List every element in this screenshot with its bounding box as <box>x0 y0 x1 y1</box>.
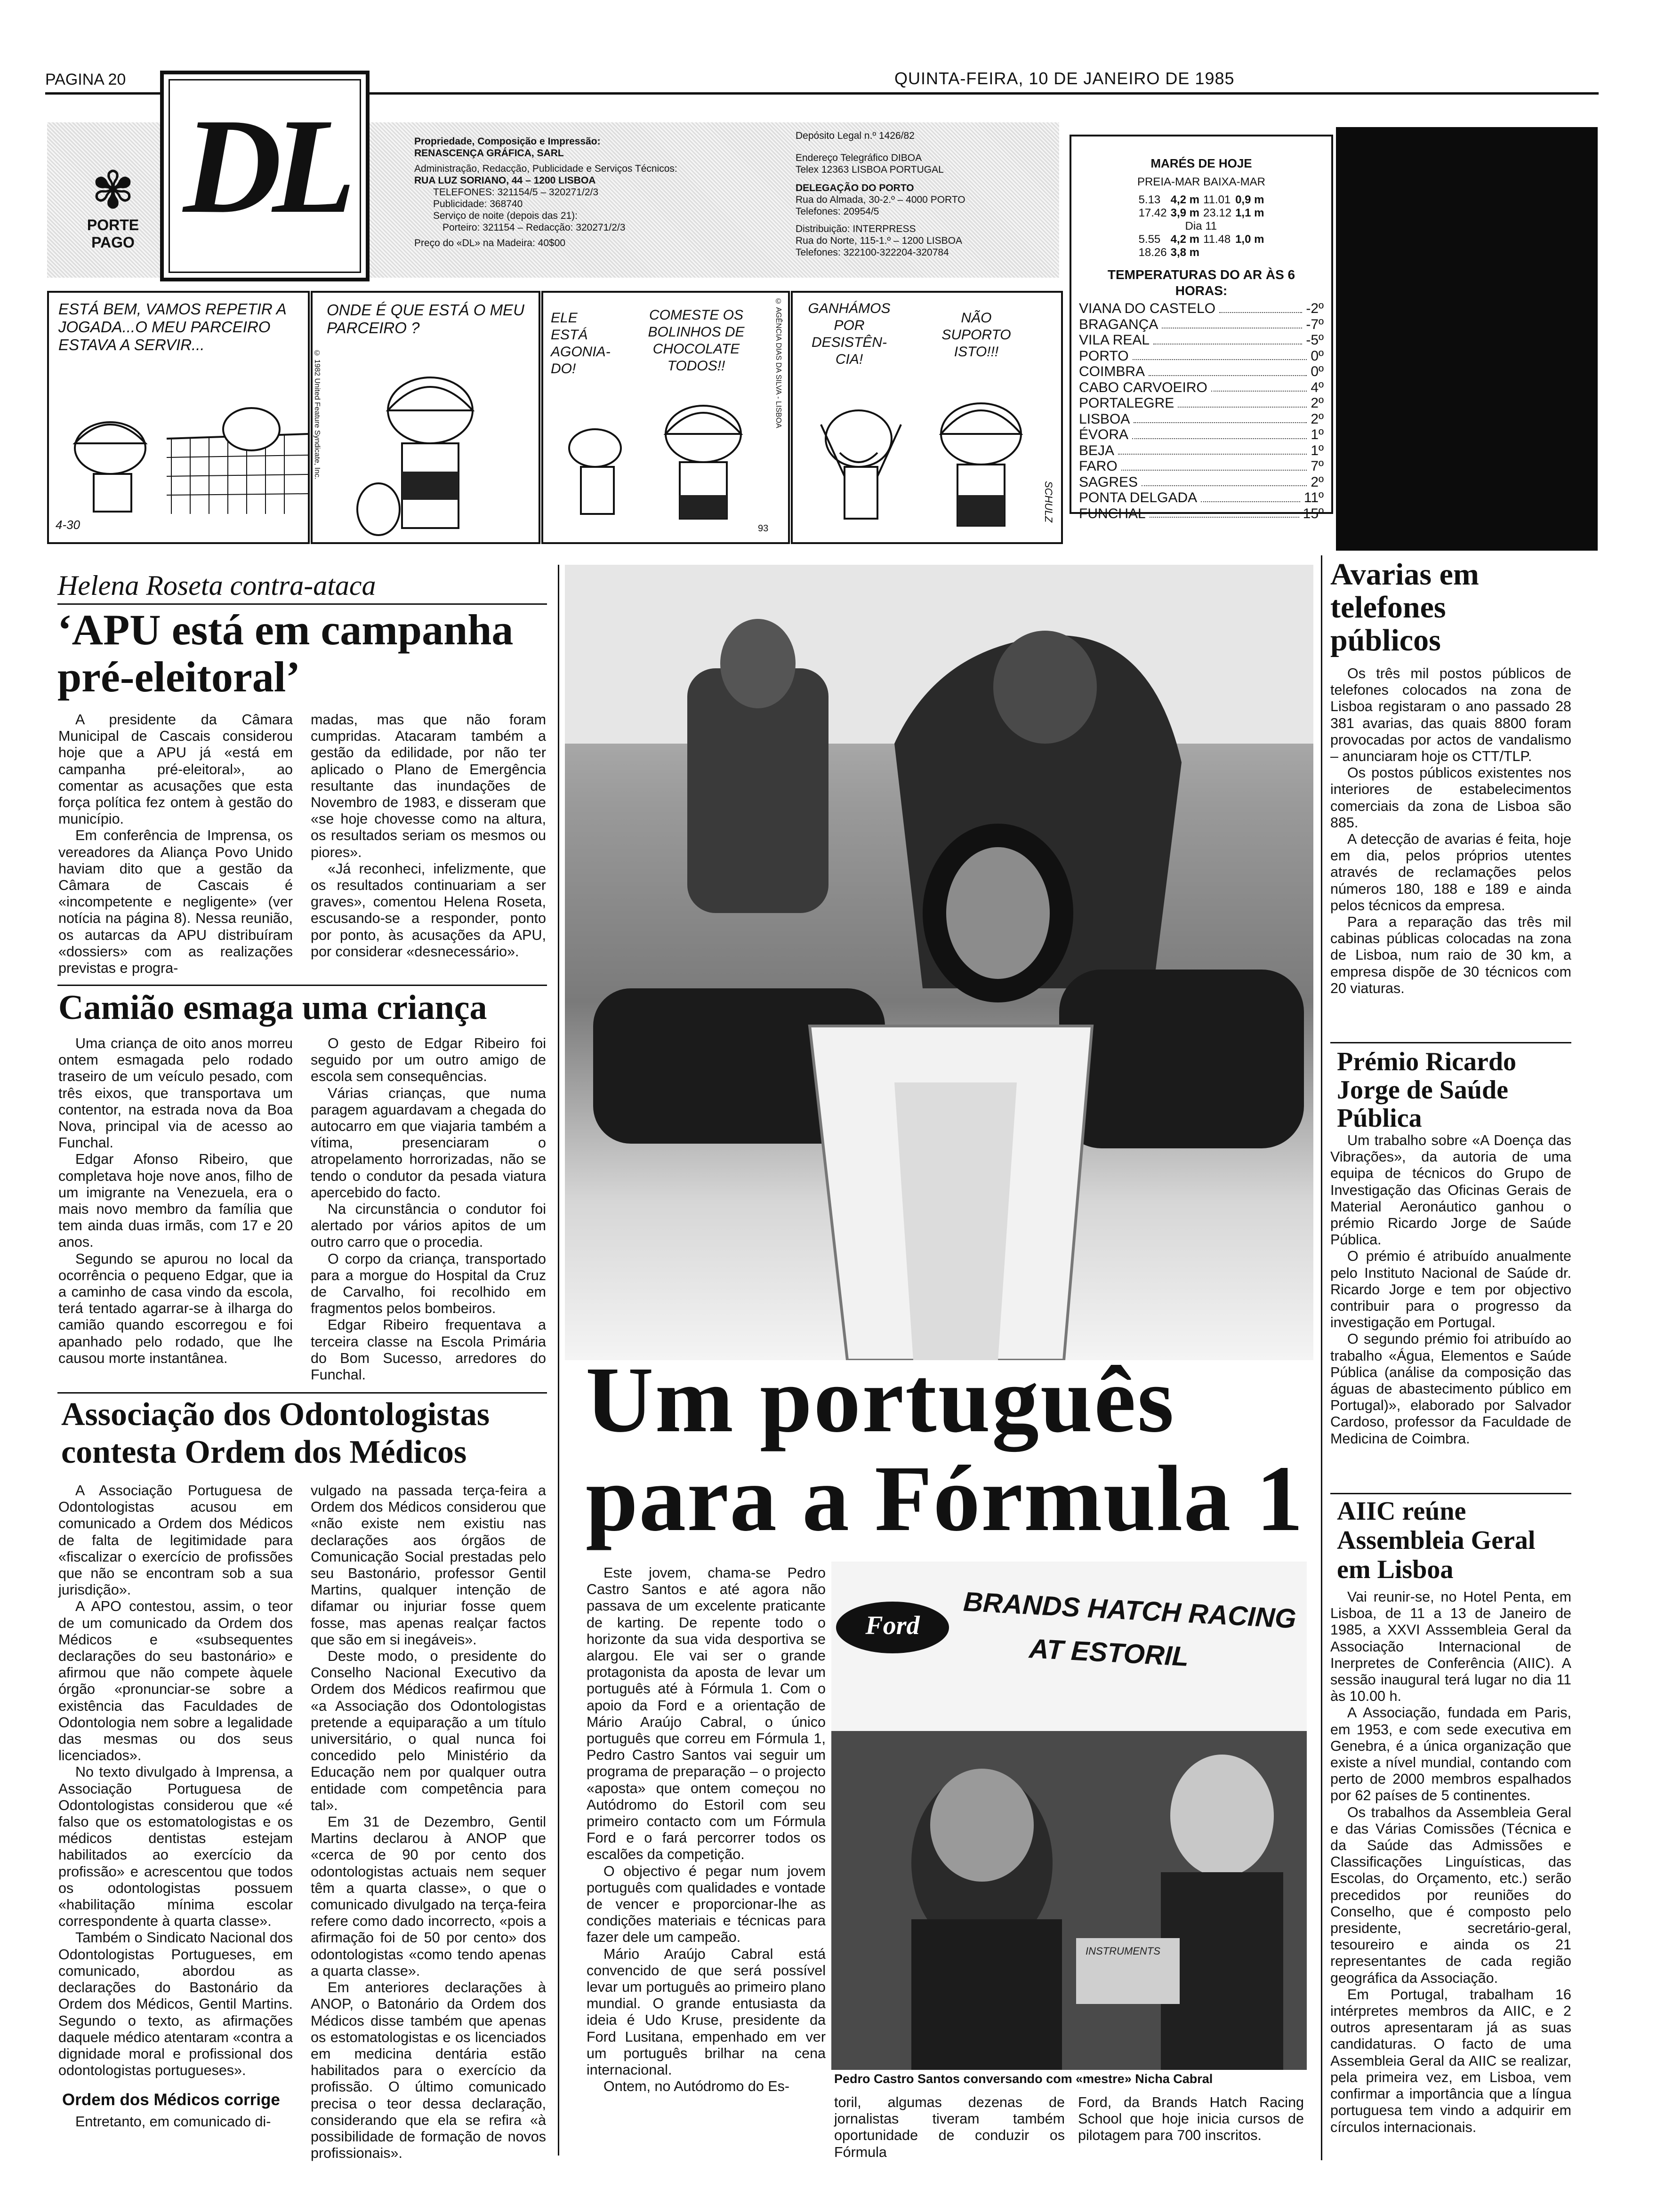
temperature-row <box>1079 411 1324 427</box>
temperature-row <box>1079 474 1324 490</box>
issue-date: QUINTA-FEIRA, 10 DE JANEIRO DE 1985 <box>894 69 1235 88</box>
avarias-body: Os três mil postos públicos de telefones colocados na zona de Lisboa registaram o ano passado 28 381 avarias, das quais 8800 foram provocadas por actos de vandalismo – anunciaram hoje os CTT/TLP. Os postos públicos existentes nos interiores de estabelecimentos comerciais da zona de Lisboa são 885. A detecção de avarias é feita, hoje em dia, pelos próprios utentes através de reclamações pelos números 180, 188 e 189 e ainda pelos técnicos da empresa. Para a reparação das três mil cabinas públicas colocadas na zona de Lisboa, num raio de 30 km, a empresa dispõe de 30 técnicos com 20 viaturas. <box>1330 665 1571 996</box>
city-name: LISBOA <box>1079 411 1130 427</box>
comic-panel-1: ESTÁ BEM, VAMOS REPETIR A JOGADA...O MEU PARCEIRO ESTAVA A SERVIR... 4-30 <box>47 291 310 544</box>
tides-table: 5.13 4,2 m 11.01 0,9 m 17.42 3,9 m 23.12 1,1 m Dia 11 5.55 4,2 m 11.48 1,0 m 18.26 3,8 m <box>1138 193 1264 259</box>
temperature-row <box>1079 301 1324 317</box>
comic-drawing-2 <box>313 293 539 542</box>
temperature-row <box>1079 458 1324 474</box>
temperature-row <box>1079 380 1324 396</box>
city-name: ÉVORA <box>1079 427 1129 442</box>
f1-photo-main <box>565 565 1313 1360</box>
dl-logo: DL <box>183 90 346 241</box>
temperature-value: 0º <box>1311 364 1324 379</box>
city-name: PORTO <box>1079 348 1129 364</box>
temperature-value: 2º <box>1311 474 1324 490</box>
temperature-value: 11º <box>1303 490 1324 505</box>
f1-col-2: toril, algumas dezenas de jornalistas tiveram também oportunidade de conduzir os Fórmula <box>834 2094 1065 2160</box>
avarias-title: Avarias em telefones públicos <box>1330 557 1479 657</box>
apu-col-1: A presidente da Câmara Municipal de Cascais considerou hoje que a APU já «está em campanha pré-eleitoral», ao comentar as acusações que esta força política fez ontem à gestão do município. Em conferência de Imprensa, os vereadores da Aliança Povo Unido haviam dito que a gestão da Câmara de Cascais é «incompetente e negligente» (ver notícia na página 8). Nessa reunião, os autarcas da APU distribuíram «dossiers» com as realizações previstas e progra- <box>58 712 293 977</box>
comic-drawing-1 <box>49 293 308 542</box>
odonto-subhead: Ordem dos Médicos corrige <box>62 2091 280 2109</box>
black-block <box>1336 127 1598 551</box>
temperature-row <box>1079 364 1324 380</box>
f1-photo-caption: Pedro Castro Santos conversando com «mestre» Nicha Cabral <box>834 2072 1213 2086</box>
temperature-row <box>1079 332 1324 348</box>
ford-logo: Ford <box>865 1611 920 1640</box>
apu-col-2: madas, mas que não foram cumpridas. Atacaram também a gestão da edilidade, por não ter aplicado o Plano de Emergência resultante das inundações de Novembro de 1983, e disseram que «se hoje chovesse como na altura, os resultados seriam os mesmos ou piores». «Já reconheci, infelizmente, que os resultados continuariam a ser graves», comentou Helena Roseta, escusando-se a responder, ponto por ponto, às acusações da APU, por considerar «desnecessário». <box>311 712 546 960</box>
odonto-title: Associação dos Odontologistas contesta Ordem dos Médicos <box>61 1396 490 1470</box>
temperature-value: 4º <box>1311 379 1324 395</box>
temperature-row <box>1079 490 1324 506</box>
temperature-value: -2º <box>1306 301 1324 316</box>
camiao-title: Camião esmaga uma criança <box>58 988 487 1027</box>
temperature-row <box>1079 427 1324 443</box>
banner-line-2: AT ESTORIL <box>1028 1633 1190 1672</box>
temperature-value: 7º <box>1311 458 1324 474</box>
temperature-row <box>1079 506 1324 522</box>
tides-title: MARÉS DE HOJE <box>1150 156 1252 170</box>
premio-title: Prémio Ricardo Jorge de Saúde Pública <box>1337 1047 1516 1133</box>
f1-title-line-2: para a Fórmula 1 <box>586 1447 1304 1551</box>
temperature-value: 15º <box>1303 505 1324 521</box>
apu-kicker: Helena Roseta contra-ataca <box>57 570 376 601</box>
city-name: BEJA <box>1079 442 1115 458</box>
porte-pago-stamp: ✾ PORTE PAGO <box>71 165 155 251</box>
city-name: COIMBRA <box>1079 364 1145 379</box>
camiao-col-2: O gesto de Edgar Ribeiro foi seguido por um outro amigo de escola sem consequências. Várias crianças, que numa paragem aguardavam a chegada do autocarro em que viajaria também a vítima, presenciaram o atropelamento horrorizadas, não se tendo o condutor da pesada viatura apercebido do facto. Na circunstância o condutor foi alertado por vários apitos de um outro carro que o procedia. O corpo da criança, transportado para a morgue do Hospital da Cruz de Carvalho, foi recolhido em fragmentos pelos bombeiros. Edgar Ribeiro frequentava a terceira classe na Escola Primária do Bom Sucesso, arredores do Funchal. <box>311 1035 546 1383</box>
temperature-value: -7º <box>1306 316 1324 332</box>
f1-photo-banner <box>831 1562 1307 2070</box>
temperature-value: 2º <box>1311 411 1324 427</box>
f1-col-1: Este jovem, chama-se Pedro Castro Santos e até agora não passava de um excelente praticante de karting. De repente todo o horizonte da sua vida desportiva se alargou. Ele vai ser o grande protagonista da aposta de levar um português até à Fórmula 1. Com o apoio da Ford e a orientação de Mário Araújo Cabral, o único português que correu em Fórmula 1, Pedro Castro Santos vai seguir um programa de preparação – o projecto «aposta» que ontem começou no Autódromo do Estoril com seu primeiro contacto com um Fórmula Ford e o fará percorrer todos os escalões da competição. O objectivo é pegar num jovem português com qualidades e vontade de vencer e proporcionar-lhe as condições materiais e técnicas para fazer dele um campeão. Mário Araújo Cabral está convencido de que será possível levar um português ao primeiro plano mundial. O grande entusiasta da ideia é Udo Kruse, presidente da Ford Lusitana, empenhado em ver um português brilhar na cena internacional. Ontem, no Autódromo do Es- <box>587 1565 826 2095</box>
comic-drawing-4 <box>793 293 1061 542</box>
column-rule <box>1321 555 1322 2160</box>
tides-subtitle: PREIA-MAR BAIXA-MAR <box>1137 176 1266 188</box>
aiic-title: AIIC reúne Assembleia Geral em Lisboa <box>1337 1497 1536 1584</box>
temps-title: TEMPERATURAS DO AR ÀS 6 HORAS: <box>1107 267 1295 298</box>
city-name: FARO <box>1079 458 1118 474</box>
comic-panel-2: ONDE É QUE ESTÁ O MEU PARCEIRO ? © 1982 United Feature Syndicate, Inc. <box>311 291 540 544</box>
city-name: FUNCHAL <box>1079 505 1146 521</box>
contact-info: Depósito Legal n.º 1426/82 Endereço Telegráfico DIBOA Telex 12363 LISBOA PORTUGAL DELEGAÇÃO DO PORTO Rua do Almada, 30-2.º – 4000 PORTO Telefones: 20954/5 Distribuição: INTERPRESS Rua do Norte, 115-1.º – 1200 LISBOA Telefones: 322100-322204-320784 <box>796 130 965 258</box>
page-number: PAGINA 20 <box>45 71 126 88</box>
publisher-info: Propriedade, Composição e Impressão: RENASCENÇA GRÁFICA, SARL Administração, Redacção, Publicidade e Serviços Técnicos: RUA LUZ SORIANO, 44 – 1200 LISBOA TELEFONES: 321154/5 – 320271/2/3 Publicidade: 368740 Serviço de noite (depois das 21): Porteiro: 321154 – Redacção: 320271/2/3 Preço do «DL» na Madeira: 40$00 <box>414 136 677 248</box>
comic-panel-4: GANHÁMOS POR DESISTÊN-CIA! NÃO SUPORTO ISTO!!! SCHULZ <box>791 291 1063 544</box>
temperature-value: 1º <box>1311 427 1324 442</box>
comic-drawing-3 <box>543 293 788 542</box>
city-name: CABO CARVOEIRO <box>1079 379 1207 395</box>
city-name: BRAGANÇA <box>1079 316 1158 332</box>
city-name: VIANA DO CASTELO <box>1079 301 1216 316</box>
banner-line-1: BRANDS HATCH RACING <box>962 1586 1297 1635</box>
odonto-col-2: vulgado na passada terça-feira a Ordem dos Médicos considerou que «não existe nem existiu nas declarações aos órgãos de Comunicação Social prestadas pelo seu Bastonário, professor Gentil Martins, qualquer intenção de difamar ou injuriar fosse quem fosse, mas apenas realçar factos que são em si inegáveis». Deste modo, o presidente do Conselho Nacional Executivo da Ordem dos Médicos reafirmou que «a Associação dos Odontologistas pretende a equiparação a um título universitário, o qual nunca foi concedido pelo Ministério da Educação nem por qualquer outra entidade com competência para tal». Em 31 de Dezembro, Gentil Martins declarou à ANOP que «cerca de 90 por cento dos odontologistas actuais nem sequer têm a quarta classe», o que o comunicado divulgado na terça-feira refere como dado incorrecto, «pois a afirmação foi de 50 por cento» dos odontologistas «como tendo apenas a quarta classe». Em anteriores declarações à ANOP, o Batonário da Ordem dos Médicos disse também que apenas os estomatologistas e os licenciados em medicina dentária estão habilitados para o exercício da profissão. O último comunicado precisa o teor dessa declaração, considerando que ela se refira «à possibilidade de formação de novos profissionais». <box>311 1483 546 2162</box>
camiao-col-1: Uma criança de oito anos morreu ontem esmagada pelo rodado traseiro de um veículo pesado, com três eixos, que transportava um contentor, na estrada nova da Boa Nova, principal via de acesso ao Funchal. Edgar Afonso Ribeiro, que completava hoje nove anos, filho de um imigrante na Venezuela, era o mais novo membro da família que tem ainda duas irmãs, com 17 e 20 anos. Segundo se apurou no local da ocorrência o pequeno Edgar, que ia a caminho de casa vindo da escola, terá tentado agarrar-se à ilharga do camião quando escorregou e foi apanhado pelo rodado, que lhe causou morte instantânea. <box>58 1035 293 1366</box>
temperature-value: -5º <box>1306 332 1324 348</box>
temperature-value: 0º <box>1311 348 1324 364</box>
temperature-value: 2º <box>1311 395 1324 411</box>
f1-col-3: Ford, da Brands Hatch Racing School que hoje inicia cursos de pilotagem para 700 inscritos. <box>1078 2094 1304 2144</box>
city-name: SAGRES <box>1079 474 1138 490</box>
instruments-label: INSTRUMENTS <box>1086 1945 1160 1957</box>
apu-title: ‘APU está em campanha pré-eleitoral’ <box>57 606 514 701</box>
city-name: PONTA DELGADA <box>1079 490 1198 505</box>
temperature-row <box>1079 348 1324 364</box>
temperature-value: 1º <box>1311 442 1324 458</box>
temperature-list <box>1079 301 1324 521</box>
city-name: PORTALEGRE <box>1079 395 1174 411</box>
f1-photo-drawing <box>565 565 1313 1360</box>
odonto-col-1: A Associação Portuguesa de Odontologistas acusou em comunicado a Ordem dos Médicos de falta de legitimidade para «fiscalizar o exercício de profissões que não se encontram sob a sua jurisdição». A APO contestou, assim, o teor de um comunicado da Ordem dos Médicos e «subsequentes declarações do seu bastonário» e afirmou que não compete àquele órgão «pronunciar-se sobre a existência das Faculdades de Odontologia nem sobre a legalidade das mesmas ou dos seus licenciados». No texto divulgado à Imprensa, a Associação Portuguesa de Odontologistas considerou que «é falso que os estomatologistas e os médicos dentistas estejam habilitados ao exercício da profissão» e acrescentou que todos os odontologistas possuem «habilitação mínima escolar correspondente à quarta classe». Também o Sindicato Nacional dos Odontologistas Portugueses, em comunicado, abordou as declarações do Bastonário da Ordem dos Médicos, Gentil Martins. Segundo o texto, as afirmações daquele médico atentaram «contra a dignidade moral e profissional dos odontologistas portugueses». Ordem dos Médicos corrige Entretanto, em comunicado di- <box>58 1483 293 2130</box>
f1-title-line-1: Um português <box>586 1348 1175 1452</box>
premio-body: Um trabalho sobre «A Doença das Vibrações», da autoria de uma equipa de técnicos do Grupo de Investigação das Oficinas Gerais de Material Aeronáutico ganhou o prémio Ricardo Jorge de Saúde Pública. O prémio é atribuído anualmente pelo Instituto Nacional de Saúde dr. Ricardo Jorge e tem por objectivo contribuir para o progresso da investigação em Portugal. O segundo prémio foi atribuído ao trabalho «Água, Elementos e Saúde Pública (análise da composição das águas de abastecimento público em Portugal)», elaborado por Salvador Cardoso, professor da Faculdade de Medicina de Coimbra. <box>1330 1132 1571 1447</box>
temperature-row <box>1079 395 1324 411</box>
temperature-row <box>1079 317 1324 333</box>
weather-box <box>1070 135 1333 521</box>
aiic-body: Vai reunir-se, no Hotel Penta, em Lisboa, de 11 a 13 de Janeiro de 1985, a XXVI Asssembleia Geral da Associação Internacional de Inerpretes de Conferência (AIIC). A sessão inaugural terá lugar no dia 11 às 10.00 h. A Associação, fundada em Paris, em 1953, e com sede executiva em Genebra, é a única organização que existe a nível mundial, contando com perto de 2000 membros espalhados por 62 países de 5 continentes. Os trabalhos da Assembleia Geral e das Várias Comissões (Técnica e da Saúde das Admissões e Classificações Linguísticas, das Escolas, do Orçamento, etc.) serão precedidos por reuniões do Conselho, que é composto pelo presidente, secretário-geral, tesoureiro e ainda os 21 representantes de cada região geográfica da Associação. Em Portugal, trabalham 16 intérpretes membros da AIIC, e 2 outros apresentaram já as suas candidaturas. O facto de uma Assembleia Geral da AIIC se realizar, pela primeira vez, em Lisboa, vem confirmar a importância que a língua portuguesa tem vindo a adquirir em círculos internacionais. <box>1330 1589 1571 2135</box>
emblem-icon: ✾ <box>91 161 135 219</box>
temperature-row <box>1079 443 1324 459</box>
column-rule <box>558 565 559 2156</box>
comic-panel-3: ELE ESTÁ AGONIA-DO! COMESTE OS BOLINHOS DE CHOCOLATE TODOS!! © AGÊNCIA DIAS DA SILVA - LISBOA 93 <box>541 291 790 544</box>
city-name: VILA REAL <box>1079 332 1150 348</box>
logo-box <box>160 71 370 281</box>
